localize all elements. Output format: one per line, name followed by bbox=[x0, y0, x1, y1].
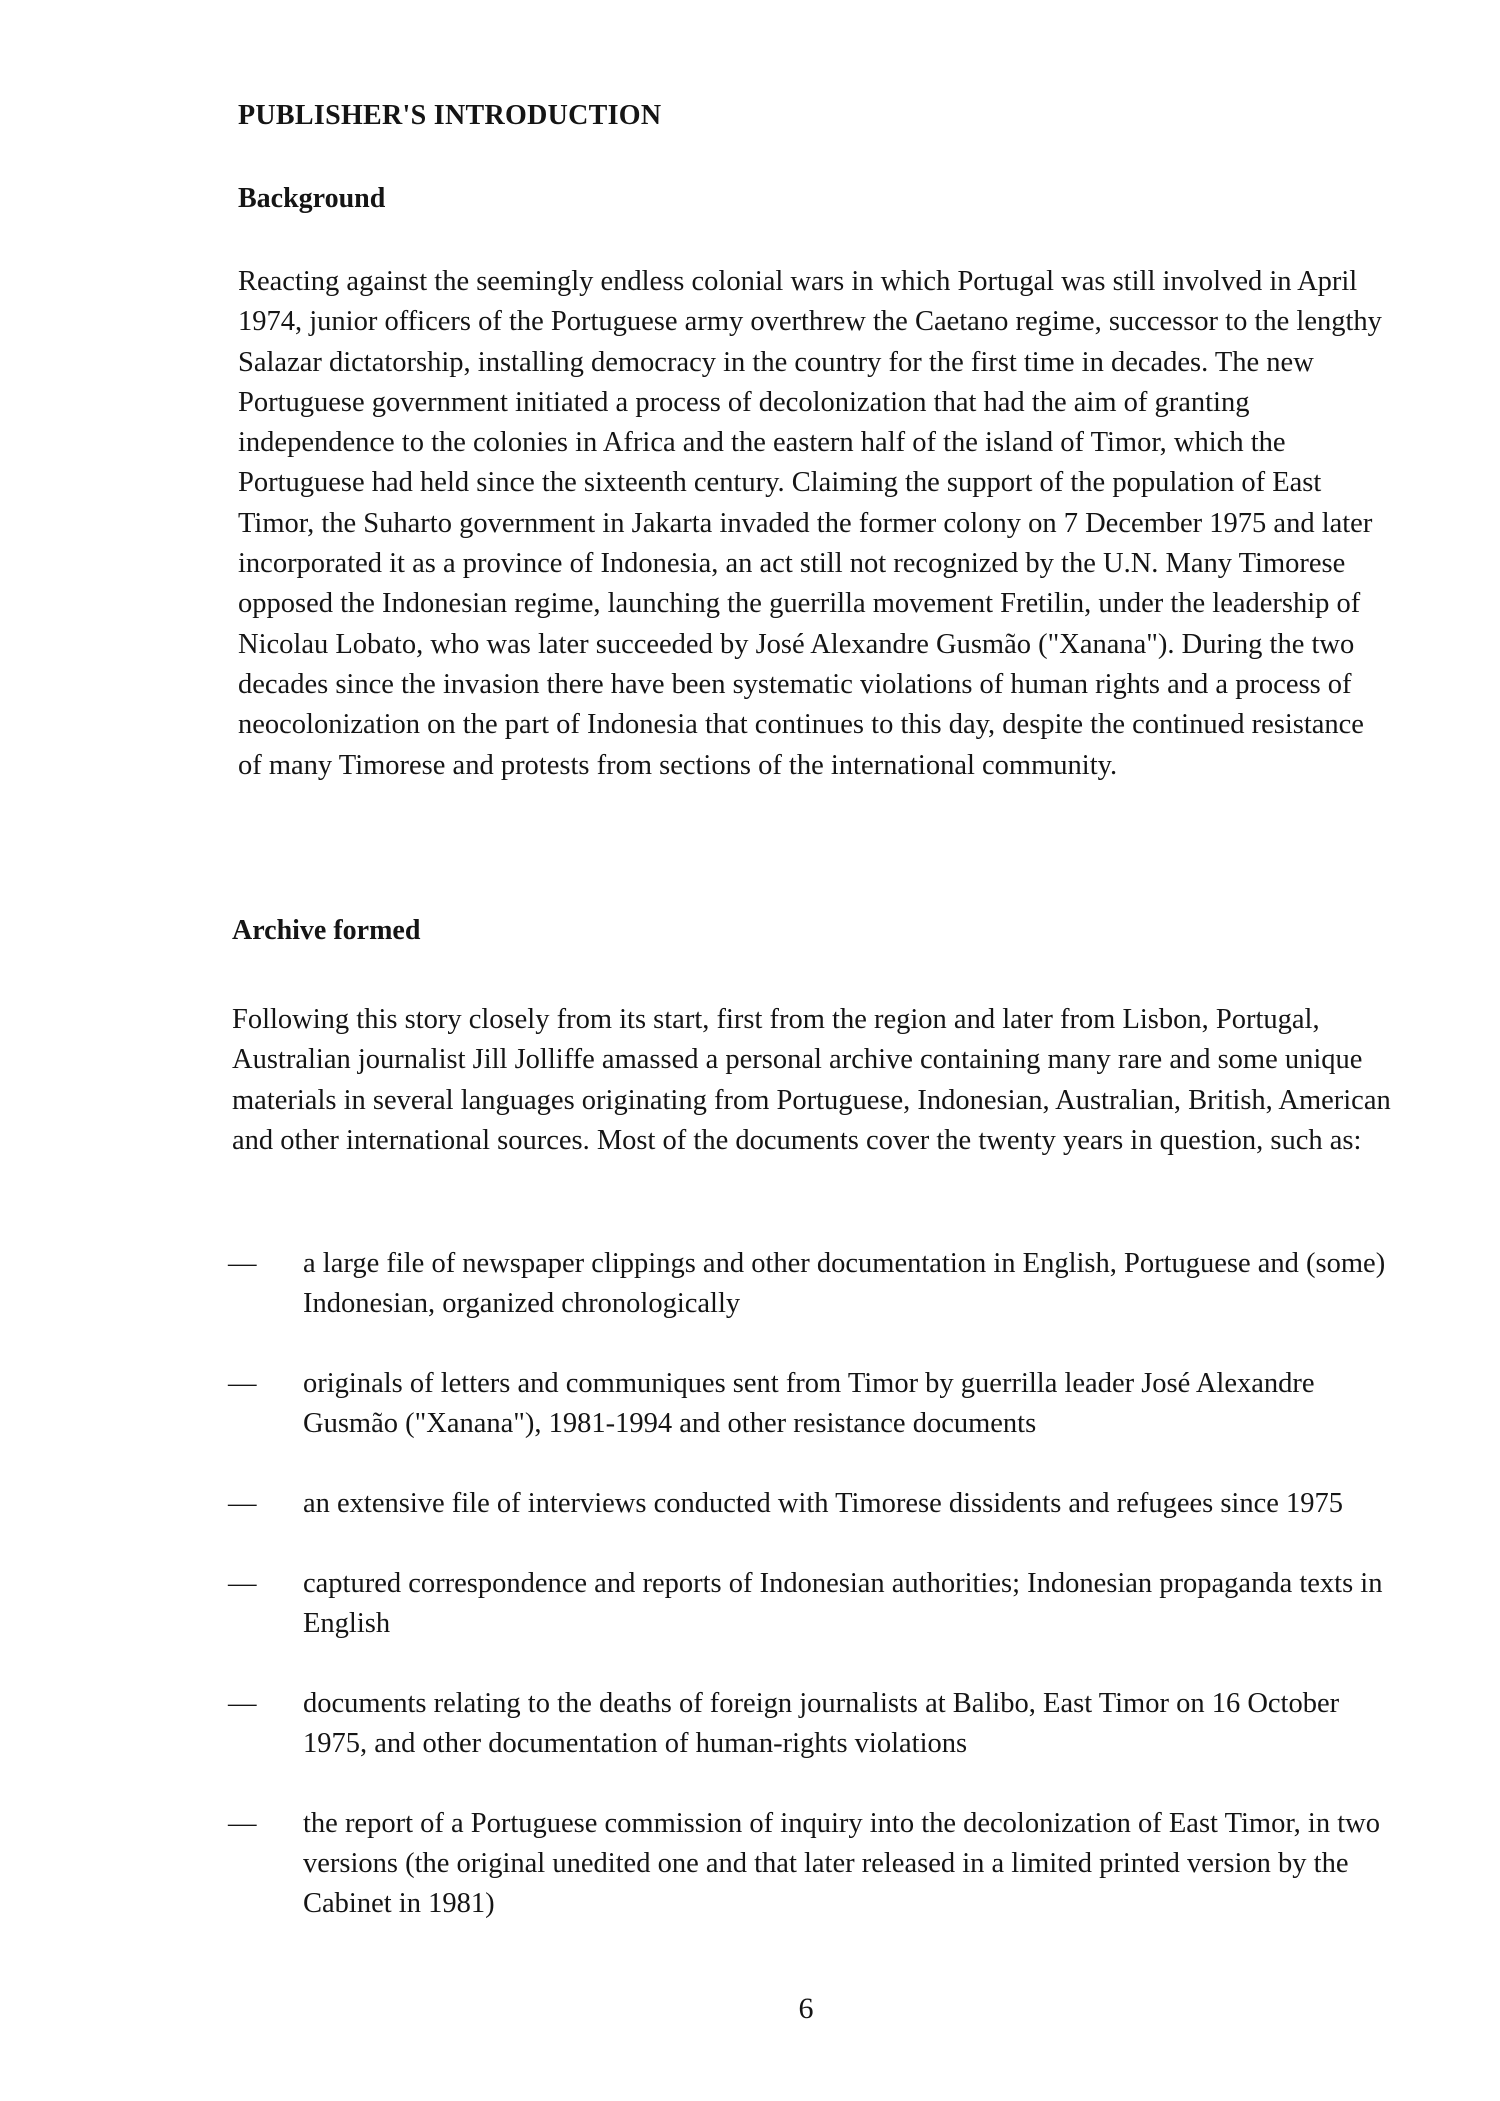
list-item-text: an extensive file of interviews conducted with Timorese dissidents and refugees since 1975 bbox=[303, 1488, 1344, 1519]
archive-paragraph: Following this story closely from its start, first from the region and later from Lisbon, Portugal, Australian journalist Jill Jolliffe amassed a personal archive containing many rare and some unique materials in several languages originating from Portuguese, Indonesian, Australian, British, American and other international sources. Most of the documents cover the twenty years in question, such as: bbox=[232, 1004, 1391, 1156]
page-number: 6 bbox=[798, 1992, 814, 2025]
list-item-text: the report of a Portuguese commission of inquiry into the decolonization of East Timor, in two versions (the original unedited one and that later released in a limited printed version by the Cabinet in 1981) bbox=[303, 1808, 1380, 1919]
list-item bbox=[228, 1804, 1408, 1924]
dash-bullet-marker: — bbox=[228, 1368, 257, 1399]
list-item-text: a large file of newspaper clippings and other documentation in English, Portuguese and (some) Indonesian, organized chronologically bbox=[303, 1248, 1386, 1319]
list-item bbox=[228, 1364, 1408, 1444]
archive-contents-list bbox=[228, 1244, 1408, 1924]
list-item-text: captured correspondence and reports of Indonesian authorities; Indonesian propaganda texts in English bbox=[303, 1568, 1383, 1639]
section-heading-archive-formed: Archive formed bbox=[232, 915, 421, 946]
list-item bbox=[228, 1684, 1408, 1764]
section-heading-background: Background bbox=[238, 183, 386, 214]
list-item bbox=[228, 1244, 1408, 1324]
dash-bullet-marker: — bbox=[228, 1568, 257, 1599]
background-paragraph: Reacting against the seemingly endless colonial wars in which Portugal was still involved in April 1974, junior officers of the Portuguese army overthrew the Caetano regime, successor to the lengthy Salazar dictatorship, installing democracy in the country for the first time in decades. The new Portuguese government initiated a process of decolonization that had the aim of granting independence to the colonies in Africa and the eastern half of the island of Timor, which the Portuguese had held since the sixteenth century. Claiming the support of the population of East Timor, the Suharto government in Jakarta invaded the former colony on 7 December 1975 and later incorporated it as a province of Indonesia, an act still not recognized by the U.N. Many Timorese opposed the Indonesian regime, launching the guerrilla movement Fretilin, under the leadership of Nicolau Lobato, who was later succeeded by José Alexandre Gusmão ("Xanana"). During the two decades since the invasion there have been systematic violations of human rights and a process of neocolonization on the part of Indonesia that continues to this day, despite the continued resistance of many Timorese and protests from sections of the international community. bbox=[238, 266, 1382, 781]
dash-bullet-marker: — bbox=[228, 1248, 257, 1279]
list-item bbox=[228, 1564, 1408, 1644]
dash-bullet-marker: — bbox=[228, 1808, 257, 1839]
list-item-text: documents relating to the deaths of foreign journalists at Balibo, East Timor on 16 October 1975, and other documentation of human-rights violations bbox=[303, 1688, 1340, 1759]
page-title: PUBLISHER'S INTRODUCTION bbox=[238, 100, 662, 131]
list-item-text: originals of letters and communiques sent from Timor by guerrilla leader José Alexandre Gusmão ("Xanana"), 1981-1994 and other resistance documents bbox=[303, 1368, 1315, 1439]
list-item bbox=[228, 1484, 1408, 1524]
dash-bullet-marker: — bbox=[228, 1488, 257, 1519]
dash-bullet-marker: — bbox=[228, 1688, 257, 1719]
